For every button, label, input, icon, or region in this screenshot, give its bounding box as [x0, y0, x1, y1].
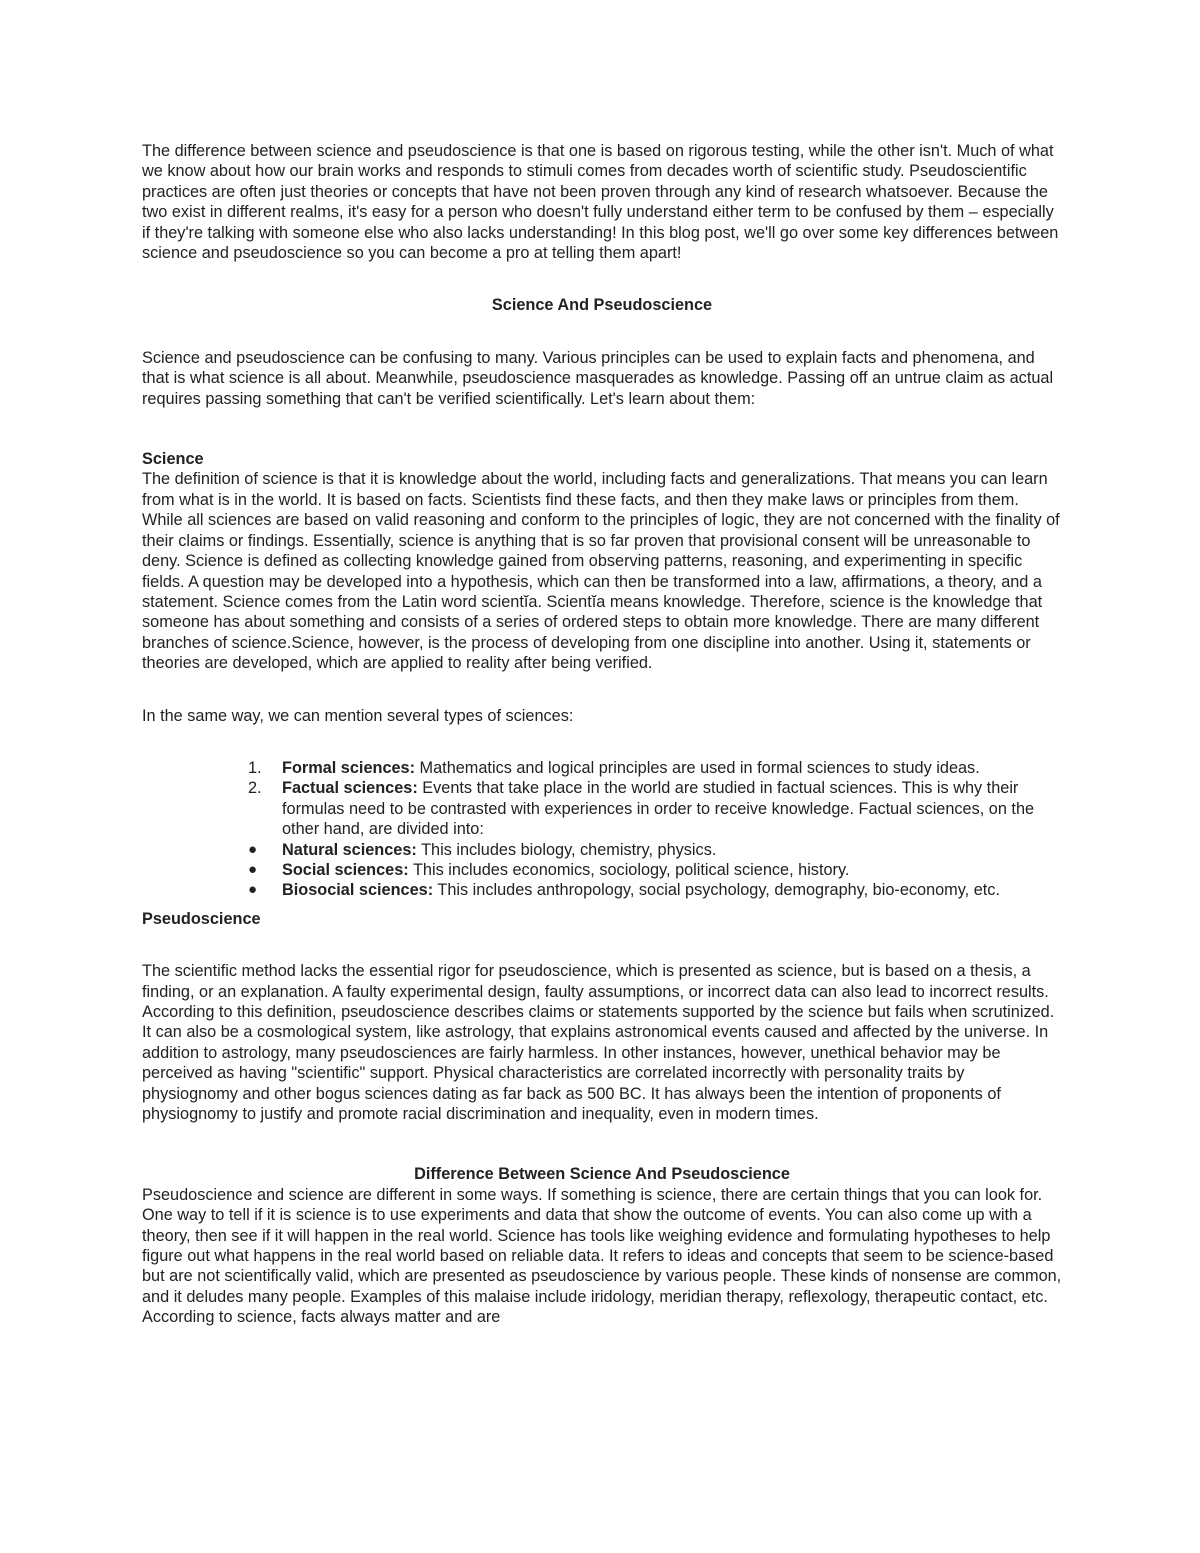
list-item — [248, 840, 1042, 860]
spacer — [142, 674, 1062, 706]
section1-paragraph: Science and pseudoscience can be confusing to many. Various principles can be used to explain facts and phenomena, and that is what science is all about. Meanwhile, pseudoscience masquerades as knowledge. Passing off an untrue claim as actual requires passing something that can't be verified scientifically. Let's learn about them: — [142, 348, 1054, 408]
pseudoscience-paragraph: The scientific method lacks the essential rigor for pseudoscience, which is presented as science, but is based on a thesis, a finding, or an explanation. A faulty experimental design, faulty assumptions, or incorrect data can also lead to incorrect results. According to this definition, pseudoscience describes claims or statements supported by the science but fails when scrutinized. It can also be a cosmological system, like astrology, that explains astronomical events caused and affected by the universe. In addition to astrology, many pseudosciences are fairly harmless. In other instances, however, unethical behavior may be perceived as having "scientific" support. Physical characteristics are correlated incorrectly with personality traits by physiognomy and other bogus sciences dating as far back as 500 BC. It has always been the intention of proponents of physiognomy to justify and promote racial discrimination and inequality, even in modern times. — [142, 962, 1055, 1124]
list-item-term: Social sciences: — [282, 860, 409, 879]
list-number: 1. — [248, 758, 262, 777]
science-types-intro: In the same way, we can mention several types of sciences: — [142, 706, 574, 725]
list-item-text: This includes anthropology, social psychology, demography, bio-economy, etc. — [433, 881, 1000, 900]
document-page — [142, 141, 1062, 1328]
list-item — [248, 778, 1042, 839]
intro-paragraph: The difference between science and pseudoscience is that one is based on rigorous testing, while the other isn't. Much of what we know about how our brain works and responds to stimuli comes from decades worth of scientific study. Pseudoscientific practices are often just theories or concepts that have not been proven through any kind of research whatsoever. Because the two exist in different realms, it's easy for a person who doesn't fully understand either term to be confused by them – especially if they're talking with someone else who also lacks understanding! In this blog post, we'll go over some key differences between science and pseudoscience so you can become a pro at telling them apart! — [142, 142, 1059, 263]
list-item — [248, 758, 1042, 778]
section-heading-difference: Difference Between Science And Pseudoscience — [414, 1165, 790, 1184]
spacer — [142, 929, 1062, 961]
list-item-term: Factual sciences: — [282, 779, 418, 798]
list-item — [248, 880, 1042, 900]
list-item-term: Formal sciences: — [282, 758, 416, 777]
science-paragraph: The definition of science is that it is knowledge about the world, including facts and generalizations. That means you can learn from what is in the world. It is based on facts. Scientists find these facts, and then they make laws or principles from them. While all sciences are based on valid reasoning and conform to the principles of logic, they are not concerned with the finality of their claims or findings. Essentially, science is anything that is so far proven that provisional consent will be unreasonable to deny. Science is defined as collecting knowledge gained from observing patterns, reasoning, and experimenting in specific fields. A question may be developed into a hypothesis, which can then be transformed into a law, affirmations, a theory, and a statement. Science comes from the Latin word scientĭa. Scientĭa means knowledge. Therefore, science is the knowledge that someone has about something and consists of a series of ordered steps to obtain more knowledge. There are many different branches of science.Science, however, is the process of developing from one discipline into another. Using it, statements or theories are developed, which are applied to reality after being verified. — [142, 470, 1060, 673]
list-item-text: This includes biology, chemistry, physics. — [416, 840, 717, 859]
bullet-icon: ● — [248, 881, 258, 899]
spacer — [142, 901, 1062, 909]
bullet-icon: ● — [248, 840, 258, 858]
list-item — [248, 860, 1042, 880]
section-heading-science-and-pseudoscience: Science And Pseudoscience — [491, 296, 713, 315]
spacer — [142, 409, 1062, 449]
spacer — [142, 316, 1062, 348]
list-number: 2. — [248, 779, 262, 798]
list-item-text: Mathematics and logical principles are used in formal sciences to study ideas. — [415, 758, 980, 777]
list-item-text: Events that take place in the world are studied in factual sciences. This is why their formulas need to be contrasted with experiences in order to receive knowledge. Factual sciences, on the other hand, are divided into: — [282, 779, 1035, 839]
spacer — [142, 263, 1062, 295]
bullet-icon: ● — [248, 860, 258, 878]
list-item-text: This includes economics, sociology, political science, history. — [408, 860, 850, 879]
section-heading-science: Science — [142, 450, 204, 469]
list-item-term: Biosocial sciences: — [282, 881, 434, 900]
science-types-list — [142, 758, 1042, 901]
list-item-term: Natural sciences: — [282, 840, 417, 859]
spacer — [142, 726, 1062, 758]
spacer — [142, 1124, 1062, 1164]
difference-paragraph: Pseudoscience and science are different in some ways. If something is science, there are certain things that you can look for. One way to tell if it is science is to use experiments and data that show the outcome of events. You can also come up with a theory, then see if it will happen in the real world. Science has tools like weighing evidence and formulating hypotheses to help figure out what happens in the real world based on reliable data. It refers to ideas and concepts that seem to be science-based but are not scientifically valid, which are presented as pseudoscience by various people. These kinds of nonsense are common, and it deludes many people. Examples of this malaise include iridology, meridian therapy, reflexology, therapeutic contact, etc. According to science, facts always matter and are — [142, 1185, 1062, 1327]
section-heading-pseudoscience: Pseudoscience — [142, 909, 261, 928]
